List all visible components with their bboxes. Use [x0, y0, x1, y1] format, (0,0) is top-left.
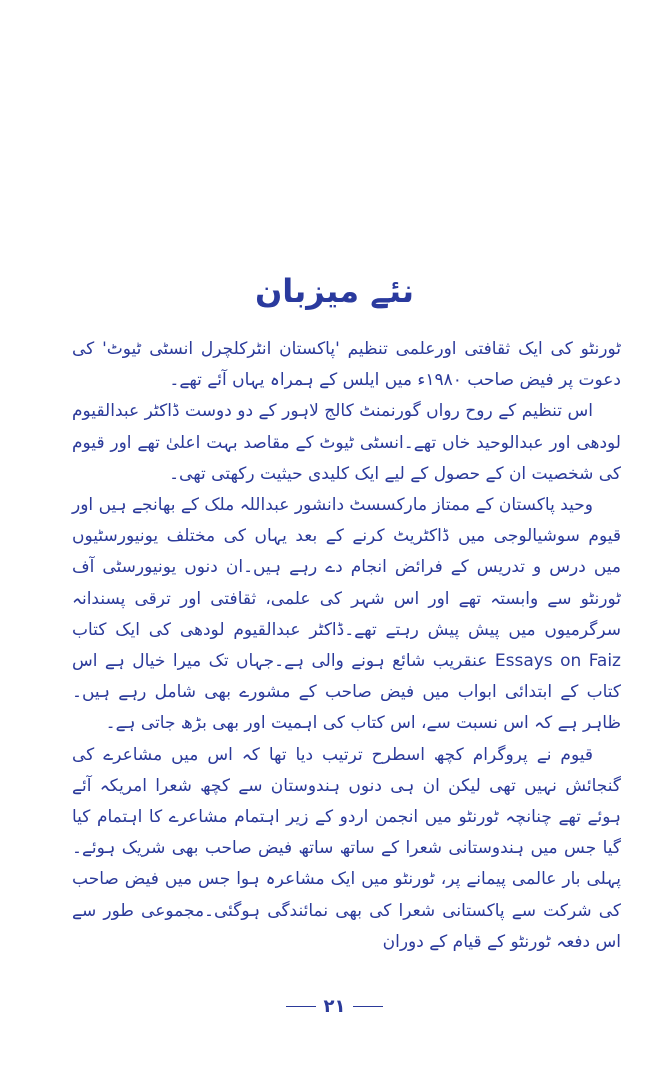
- footer-rule-left: [286, 1006, 316, 1007]
- paragraph-1-text: ٹورنٹو کی ایک ثقافتی اورعلمی تنظیم 'پاکستان انٹرکلچرل انسٹی ٹیوٹ' کی دعوت پر فیض صاحب ۱۹۸۰ء میں ایلس کے ہمراہ یہاں آئے تھے۔: [72, 339, 621, 391]
- paragraph-4-text: قیوم نے پروگرام کچھ اسطرح ترتیب دیا تھا کہ اس میں مشاعرے کی گنجائش نہیں تھی لیکن ان ہی دنوں ہندوستان سے کچھ شعرا امریکہ آئے ہوئے تھے چنانچہ ٹورنٹو میں انجمن اردو کے زیر اہتمام مشاعرے کا اہتمام کیا گیا جس میں ہندوستانی شعرا کے ساتھ ساتھ فیض صاحب بھی شریک ہوئے۔پہلی بار عالمی پیمانے پر، ٹورنٹو میں ایک مشاعرہ ہوا جس میں فیض صاحب کی شرکت سے پاکستانی شعرا کی بھی نمائندگی ہوگئی۔مجموعی طور سے اس دفعہ ٹورنٹو کے قیام کے دوران: [72, 744, 621, 952]
- chapter-title: نئے میزبان: [254, 272, 415, 311]
- body-text: [72, 334, 621, 958]
- paragraph-2-text: اس تنظیم کے روح رواں گورنمنٹ کالج لاہور کے دو دوست ڈاکٹر عبدالقیوم لودھی اور عبدالوحید خاں تھے۔انسٹی ٹیوٹ کے مقاصد بہت اعلیٰ تھے اور قیوم کی شخصیت ان کے حصول کے لیے ایک کلیدی حیثیت رکھتی تھی۔: [72, 401, 621, 484]
- paragraph-3-text: وحید پاکستان کے ممتاز مارکسسٹ دانشور عبداللہ ملک کے بھانجے ہیں اور قیوم سوشیالوجی میں ڈاکٹریٹ کرنے کے بعد یہاں کی مختلف یونیورسٹیوں میں درس و تدریس کے فرائض انجام دے رہے ہیں۔ان دنوں یونیورسٹی آف ٹورنٹو سے وابستہ تھے اور اس شہر کی علمی، ثقافتی اور ترقی پسندانہ سرگرمیوں میں پیش پیش رہتے تھے۔ڈاکٹر عبدالقیوم لودھی کی ایک کتاب Essays on Faiz عنقریب شائع ہونے والی ہے۔جہاں تک میرا خیال ہے اس کتاب کے ابتدائی ابواب میں فیض صاحب کے مشورے بھی شامل رہے ہیں۔ظاہر ہے کہ اس نسبت سے، اس کتاب کی اہمیت اور بھی بڑھ جاتی ہے۔: [72, 495, 621, 734]
- paragraph-1: [72, 334, 621, 396]
- page-footer: [0, 996, 669, 1017]
- footer-rule-right: [353, 1006, 383, 1007]
- paragraph-3: [72, 490, 621, 740]
- paragraph-4: [72, 740, 621, 958]
- paragraph-2: [72, 396, 621, 490]
- page-number: ۲۱: [323, 996, 346, 1017]
